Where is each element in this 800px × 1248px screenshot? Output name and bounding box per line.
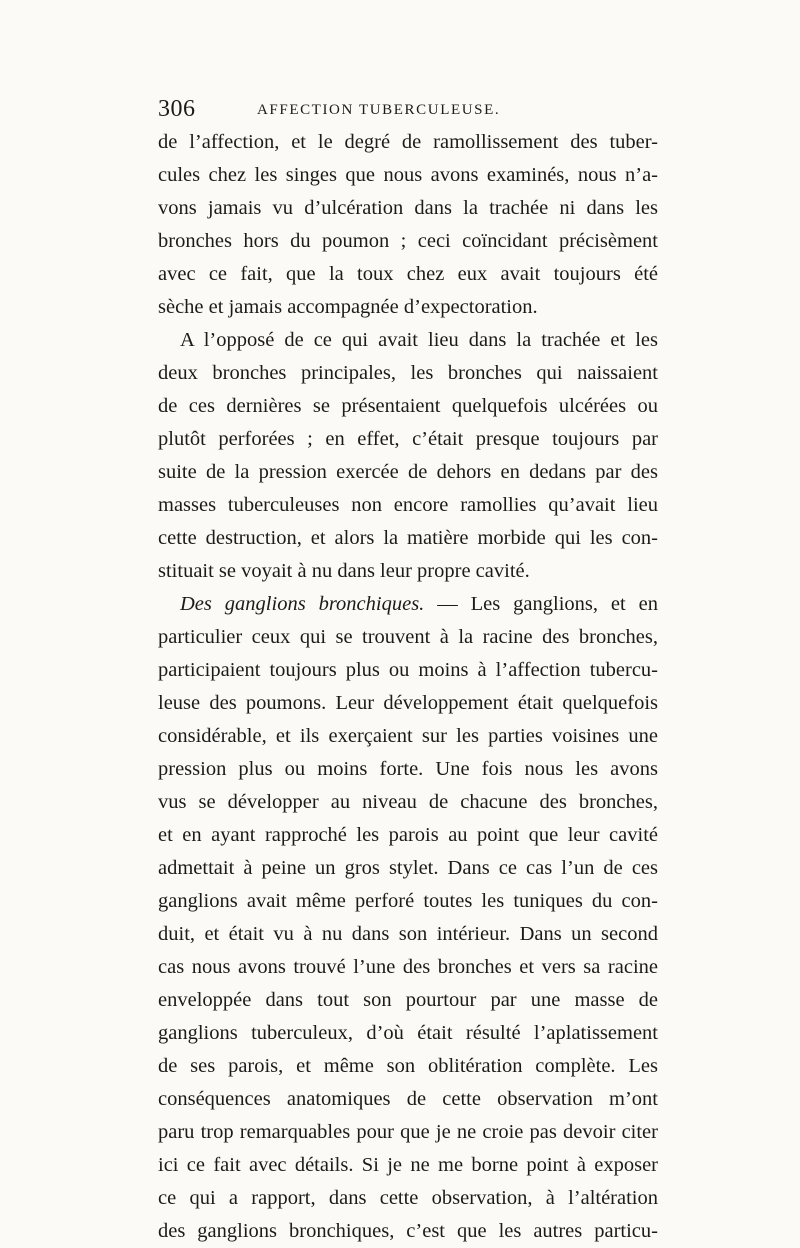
running-title: AFFECTION TUBERCULEUSE. xyxy=(257,102,501,118)
text-line: A l’opposé de ce qui avait lieu dans la trachée et les xyxy=(180,329,658,351)
text-line: sèche et jamais accompagnée d’expectoration. xyxy=(158,296,538,318)
text-line: paru trop remarquables pour que je ne croie pas devoir citer xyxy=(158,1121,658,1143)
text-line: bronches hors du poumon ; ceci coïncidant précisèment xyxy=(158,230,658,252)
text-line: cette destruction, et alors la matière morbide qui les con- xyxy=(158,527,658,549)
text-line: masses tuberculeuses non encore ramollies qu’avait lieu xyxy=(158,494,658,516)
text-line: de ces dernières se présentaient quelquefois ulcérées ou xyxy=(158,395,658,417)
book-page xyxy=(158,92,658,1248)
text-line: vus se développer au niveau de chacune des bronches, xyxy=(158,791,658,813)
body-text xyxy=(158,126,658,1248)
text-line: leuse des poumons. Leur développement était quelquefois xyxy=(158,692,658,714)
text-line: vons jamais vu d’ulcération dans la trachée ni dans les xyxy=(158,197,658,219)
text-line: de ses parois, et même son oblitération complète. Les xyxy=(158,1055,658,1077)
text-line: admettait à peine un gros stylet. Dans ce cas l’un de ces xyxy=(158,857,658,879)
text-line: ganglions tuberculeux, d’où était résulté l’aplatissement xyxy=(158,1022,658,1044)
text-line: stituait se voyait à nu dans leur propre cavité. xyxy=(158,560,530,582)
text-line: duit, et était vu à nu dans son intérieur. Dans un second xyxy=(158,923,658,945)
text-line: plutôt perforées ; en effet, c’était presque toujours par xyxy=(158,428,658,450)
text-line: ce qui a rapport, dans cette observation, à l’altération xyxy=(158,1187,658,1209)
text-line: suite de la pression exercée de dehors en dedans par des xyxy=(158,461,658,483)
text-line: pression plus ou moins forte. Une fois nous les avons xyxy=(158,758,658,780)
text-line: cules chez les singes que nous avons examinés, nous n’a- xyxy=(158,164,658,186)
text-line: de l’affection, et le degré de ramollissement des tuber- xyxy=(158,131,658,153)
running-head xyxy=(158,92,658,126)
page-number: 306 xyxy=(158,96,196,122)
text-line: des ganglions bronchiques, c’est que les autres particu- xyxy=(158,1220,658,1242)
section-heading-line xyxy=(158,588,658,621)
text-line: particulier ceux qui se trouvent à la racine des bronches, xyxy=(158,626,658,648)
text-line: ici ce fait avec détails. Si je ne me borne point à exposer xyxy=(158,1154,658,1176)
text-line: deux bronches principales, les bronches qui naissaient xyxy=(158,362,658,384)
text-line: ganglions avait même perforé toutes les tuniques du con- xyxy=(158,890,658,912)
text-line: conséquences anatomiques de cette observation m’ont xyxy=(158,1088,658,1110)
section-title: Des ganglions bronchiques. xyxy=(180,593,425,615)
text-line: avec ce fait, que la toux chez eux avait toujours été xyxy=(158,263,658,285)
text-line: et en ayant rapproché les parois au point que leur cavité xyxy=(158,824,658,846)
text-line: participaient toujours plus ou moins à l’affection tubercu- xyxy=(158,659,658,681)
text-line: cas nous avons trouvé l’une des bronches et vers sa racine xyxy=(158,956,658,978)
text-line: considérable, et ils exerçaient sur les parties voisines une xyxy=(158,725,658,747)
text-line: enveloppée dans tout son pourtour par une masse de xyxy=(158,989,658,1011)
section-first-line: — Les ganglions, et en xyxy=(424,593,658,615)
